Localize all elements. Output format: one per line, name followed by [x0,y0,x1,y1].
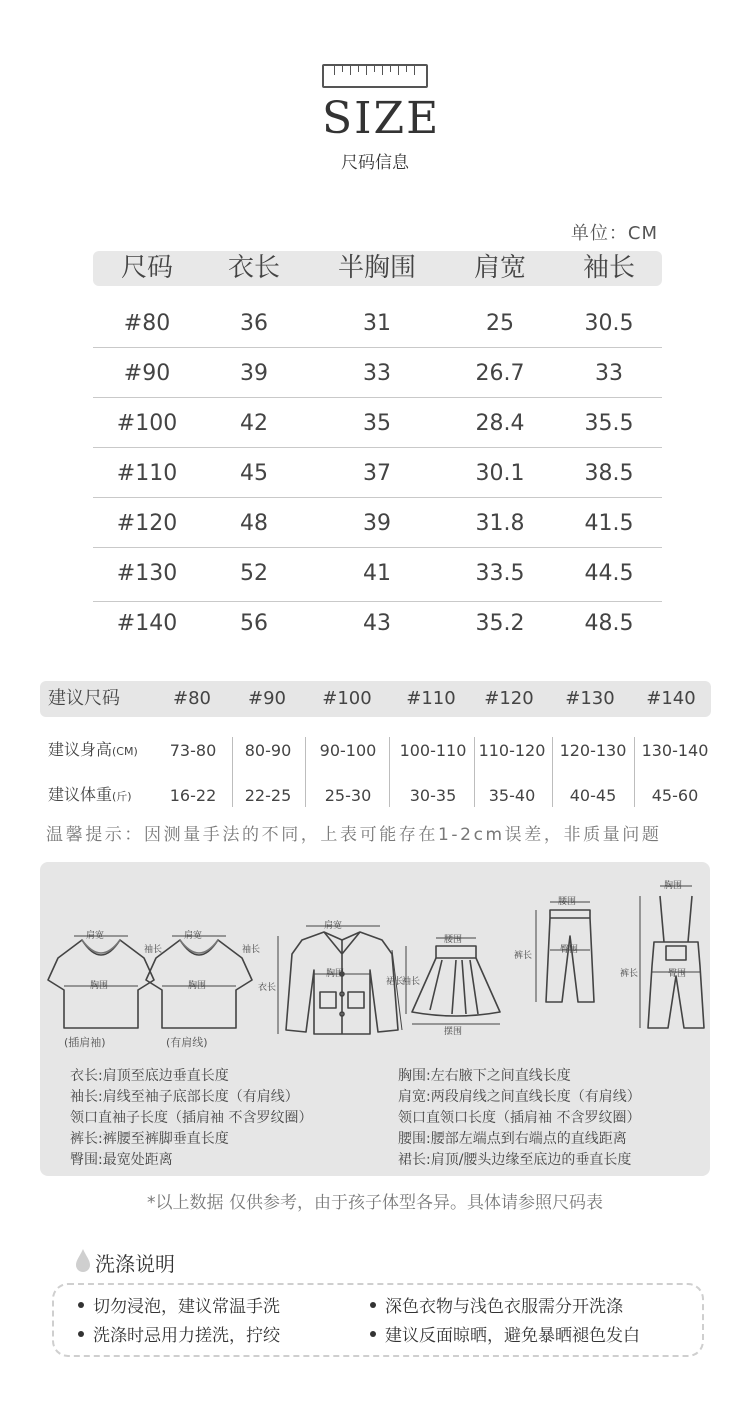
row-divider [93,397,662,398]
table-cell: #130 [116,561,178,586]
table-cell: #120 [116,511,178,536]
recommend-size: #90 [248,688,286,709]
weight-label-text: 建议体重 [48,785,113,804]
table-cell: #100 [116,411,178,436]
table-cell: 44.5 [584,561,634,586]
weight-value: 16-22 [169,786,217,805]
table-cell: 52 [240,561,268,586]
weight-value: 35-40 [488,786,536,805]
weight-value: 22-25 [244,786,292,805]
chest-label: 胸围 [188,981,207,991]
table-cell: 37 [363,461,391,486]
overalls-icon [660,896,692,942]
height-value: 100-110 [399,741,467,760]
table-cell: 41 [363,561,391,586]
washing-item: 深色衣物与浅色衣服需分开洗涤 [370,1295,623,1319]
recommend-size: #130 [565,688,615,709]
table-cell: 36 [240,311,268,336]
sleeve-label: 袖长 [144,945,163,955]
table-cell: 33.5 [475,561,525,586]
length-label: 衣长 [258,983,277,993]
table-cell: 48 [240,511,268,536]
table-cell: #90 [123,361,171,386]
desc-left: 衣长:肩顶至底边垂直长度 [70,1068,229,1084]
desc-left: 裤长:裤腰至裤脚垂直长度 [70,1131,229,1147]
measure-lines [64,886,700,1034]
table-cell: 33 [363,361,391,386]
recommend-size: #120 [484,688,534,709]
height-value: 80-90 [244,741,292,760]
table-cell: 30.5 [584,311,634,336]
desc-left: 领口直袖子长度（插肩袖 不含罗纹圈） [70,1110,313,1126]
table-cell: 35 [363,411,391,436]
desc-right: 胸围:左右腋下之间直线长度 [398,1068,571,1084]
table-cell: #140 [116,611,178,636]
washing-item: 建议反面晾晒，避免暴晒褪色发白 [370,1324,640,1348]
column-divider [305,737,306,807]
column-divider [232,737,233,807]
column-header-size: 尺码 [120,253,173,283]
page-title: SIZE [322,93,441,144]
recommend-size: #110 [406,688,456,709]
column-divider [552,737,553,807]
height-value: 110-120 [478,741,546,760]
weight-value: 30-35 [409,786,457,805]
waist-label: 腰围 [558,897,577,907]
weight-value: 45-60 [651,786,699,805]
table-cell: 31.8 [475,511,525,536]
column-header-sleeve: 袖长 [582,253,635,283]
table-cell: 28.4 [475,411,525,436]
table-cell: 39 [240,361,268,386]
measurement-tip: 温馨提示：因测量手法的不同，上表可能存在1-2cm误差，非质量问题 [46,825,662,845]
table-cell: 35.2 [475,611,525,636]
chest-label: 胸围 [664,881,683,891]
pants-length-label: 裤长 [514,951,533,961]
height-value: 73-80 [169,741,217,760]
table-cell: 38.5 [584,461,634,486]
column-header-shoulder: 肩宽 [473,253,526,283]
row-divider [93,447,662,448]
height-value: 130-140 [641,741,709,760]
row-divider [93,547,662,548]
recommend-size-label: 建议尺码 [48,688,120,709]
shoulder-label: 肩宽 [324,921,343,931]
washing-item: 切勿浸泡，建议常温手洗 [78,1295,280,1319]
table-cell: 26.7 [475,361,525,386]
disclaimer: *以上数据 仅供参考，由于孩子体型各异。具体请参照尺码表 [147,1193,603,1213]
washing-title: 洗涤说明 [95,1252,175,1276]
table-cell: 43 [363,611,391,636]
column-divider [389,737,390,807]
table-cell: 35.5 [584,411,634,436]
desc-right: 肩宽:两段肩线之间直线长度（有肩线） [398,1089,641,1105]
raglan-caption: (插肩袖) [64,1036,106,1049]
garment-illustrations [40,862,710,1062]
height-value: 90-100 [319,741,377,760]
column-divider [634,737,635,807]
sleeve-label: 袖长 [402,977,421,987]
table-cell: 41.5 [584,511,634,536]
water-drop-icon [74,1248,92,1274]
chest-label: 胸围 [90,981,109,991]
weight-label [48,780,132,812]
table-cell: 48.5 [584,611,634,636]
unit-label: 单位：CM [570,223,658,244]
desc-right: 裙长:肩顶/腰头边缘至底边的垂直长度 [398,1152,632,1168]
skirt-length-label: 裙长 [386,977,405,987]
weight-unit: (斤) [112,790,132,803]
table-cell: 30.1 [475,461,525,486]
desc-left: 臀围:最宽处距离 [70,1152,173,1168]
hip-label: 臀围 [668,969,687,979]
measurement-diagram [40,862,710,1176]
height-label-text: 建议身高 [48,740,113,759]
weight-value: 25-30 [324,786,372,805]
height-label [48,735,138,767]
washing-item: 洗涤时忌用力搓洗，拧绞 [78,1324,280,1348]
hem-label: 摆围 [444,1027,463,1037]
table-cell: 39 [363,511,391,536]
recommend-size: #140 [646,688,696,709]
page-subtitle: 尺码信息 [341,153,409,173]
pants-icon [546,910,594,1002]
pants-length-label: 裤长 [620,969,639,979]
desc-right: 领口直领口长度（插肩袖 不含罗纹圈） [398,1110,641,1126]
height-unit: (CM) [112,745,138,758]
weight-value: 40-45 [569,786,617,805]
waist-label: 腰围 [444,935,463,945]
column-divider [474,737,475,807]
desc-left: 袖长:肩线至袖子底部长度（有肩线） [70,1089,299,1105]
table-cell: #80 [123,311,171,336]
column-header-length: 衣长 [227,253,280,283]
row-divider [93,347,662,348]
height-value: 120-130 [559,741,627,760]
table-cell: 42 [240,411,268,436]
chest-label: 胸围 [326,969,345,979]
column-header-chest: 半胸围 [337,253,416,283]
shoulder-label: 肩宽 [184,931,203,941]
table-cell: 31 [363,311,391,336]
shoulder-line-caption: (有肩线) [166,1036,208,1049]
table-cell: 45 [240,461,268,486]
row-divider [93,497,662,498]
desc-right: 腰围:腰部左端点到右端点的直线距离 [398,1131,627,1147]
ruler-icon [322,64,428,88]
table-cell: 25 [486,311,514,336]
recommend-size: #80 [173,688,211,709]
hip-label: 臀围 [560,945,579,955]
row-divider [93,601,662,602]
table-cell: 56 [240,611,268,636]
table-cell: 33 [595,361,623,386]
table-cell: #110 [116,461,178,486]
shoulder-label: 肩宽 [86,931,105,941]
recommend-size: #100 [322,688,372,709]
sleeve-label: 袖长 [242,945,261,955]
skirt-icon [436,946,476,958]
